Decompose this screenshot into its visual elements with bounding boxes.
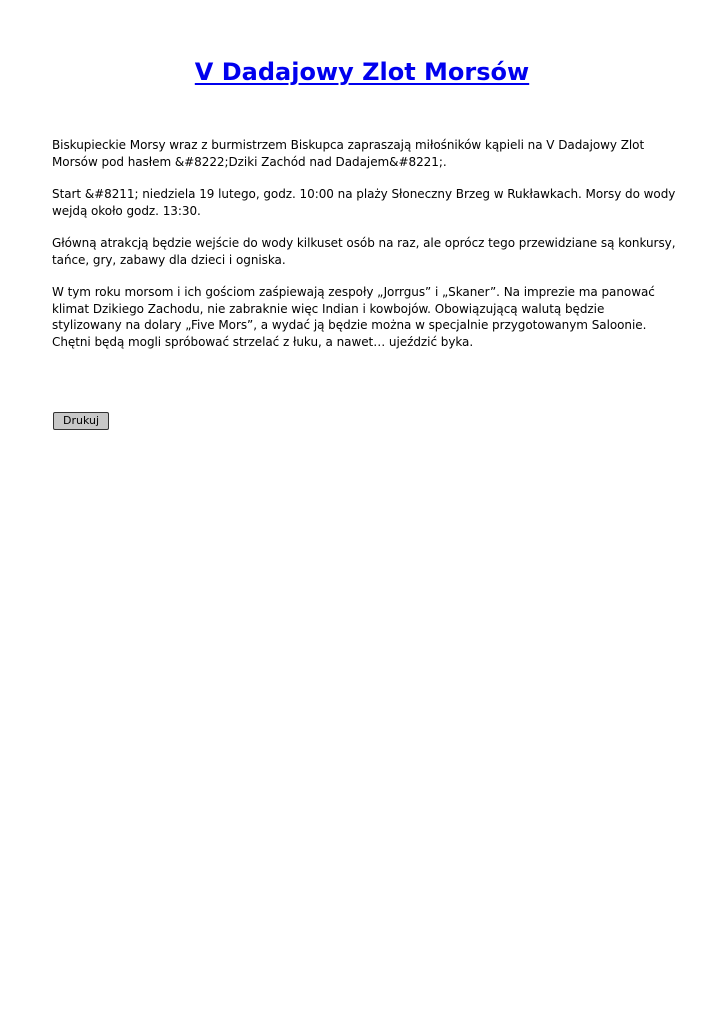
paragraph-program: W tym roku morsom i ich gościom zaśpiewają zespoły „Jorrgus” i „Skaner”. Na imprezie ma panować klimat Dzikiego Zachodu, nie zabraknie więc Indian i kowbojów. Obowiązującą walutą będzie stylizowany na dolary „Five Mors”, a wydać ją będzie można w specjalnie przygotowanym Saloonie. Chętni będą mogli spróbować strzelać z łuku, a nawet… ujeździć byka.	[52, 285, 655, 349]
article-body	[52, 137, 677, 366]
paragraph-start: Start &#8211; niedziela 19 lutego, godz. 10:00 na plaży Słoneczny Brzeg w Rukławkach. Morsy do wody wejdą około godz. 13:30.	[52, 187, 676, 218]
paragraph-intro: Biskupieckie Morsy wraz z burmistrzem Biskupca zapraszają miłośników kąpieli na V Dadajowy Zlot Morsów pod hasłem &#8222;Dziki Zachód nad Dadajem&#8221;.	[52, 138, 645, 169]
paragraph-attractions: Główną atrakcją będzie wejście do wody kilkuset osób na raz, ale oprócz tego przewidziane są konkursy, tańce, gry, zabawy dla dzieci i ogniska.	[52, 236, 676, 267]
print-button[interactable]: Drukuj	[53, 412, 109, 430]
page-title	[52, 55, 672, 89]
title-link[interactable]: V Dadajowy Zlot Morsów	[194, 58, 530, 86]
